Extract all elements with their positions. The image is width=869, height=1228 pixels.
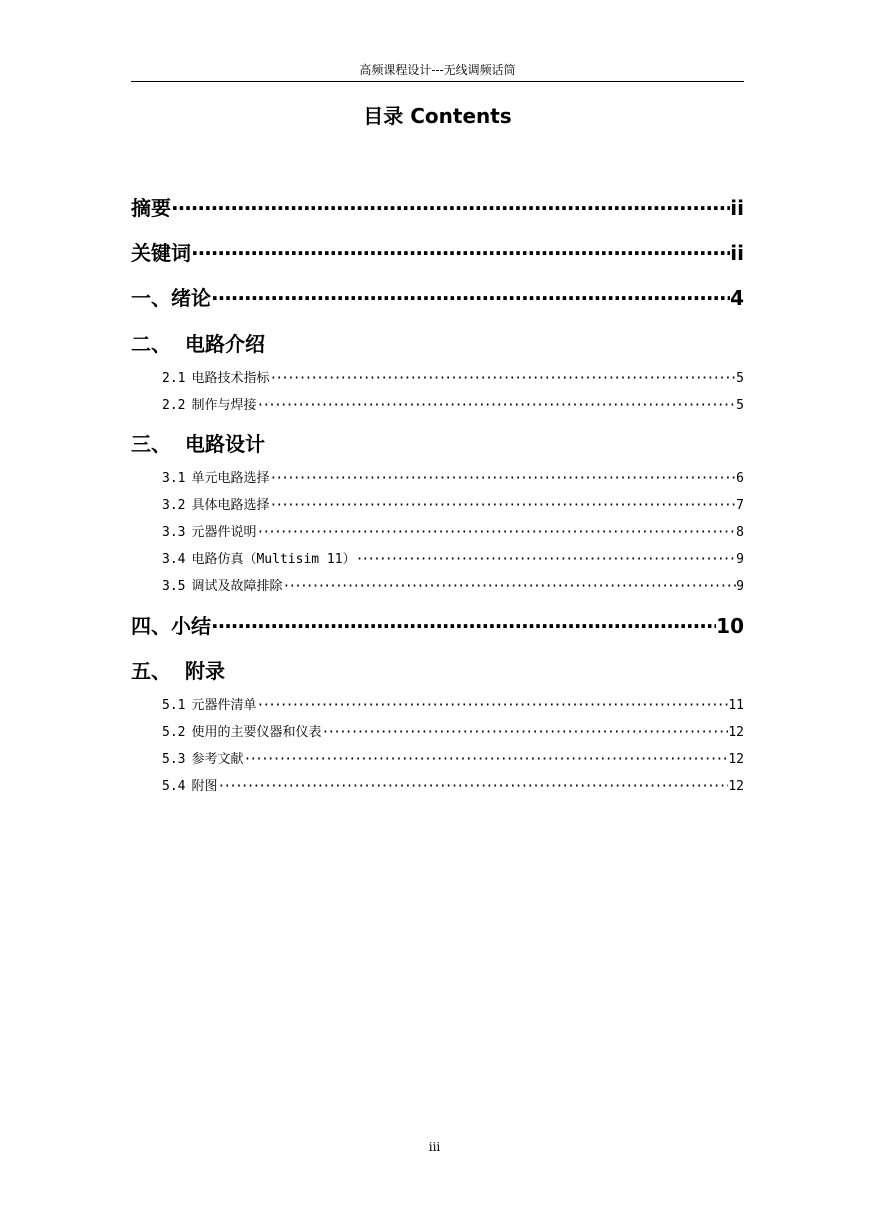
toc-subentry-3-5[interactable]	[162, 578, 744, 596]
toc-entry-circuit-intro[interactable]	[131, 331, 744, 357]
toc-entry-summary[interactable]	[131, 613, 744, 639]
toc-subentry-label: 附图	[191, 779, 218, 794]
toc-subentry-3-2[interactable]	[162, 497, 744, 515]
toc-entry-label: 摘要	[131, 196, 171, 220]
toc-dot-leader	[356, 551, 737, 569]
header-text: 高频课程设计---无线调频话筒	[359, 63, 516, 77]
page-number: iii	[428, 1140, 441, 1154]
toc-subentry-number: 3.5	[162, 579, 186, 594]
toc-dot-leader	[211, 285, 730, 311]
toc-dot-leader	[270, 470, 737, 488]
toc-subentry-number: 3.2	[162, 498, 186, 513]
toc-subentry-5-4[interactable]	[162, 778, 744, 796]
toc-subentry-page: 7	[736, 498, 744, 513]
toc-dot-leader	[218, 778, 729, 796]
toc-subentry-label: 元器件说明	[191, 525, 257, 540]
toc-subentry-page: 6	[736, 471, 744, 486]
toc-entry-number: 三、	[131, 432, 171, 456]
toc-subentry-page: 9	[736, 579, 744, 594]
toc-subentry-page: 5	[736, 371, 744, 386]
toc-subentry-label: 具体电路选择	[191, 498, 270, 513]
toc-subentry-number: 3.3	[162, 525, 186, 540]
toc-subentry-page: 12	[728, 779, 744, 794]
toc-entry-keywords[interactable]	[131, 240, 744, 266]
toc-entry-label: 关键词	[131, 241, 191, 265]
toc-subentry-number: 5.2	[162, 725, 186, 740]
toc-entry-circuit-design[interactable]	[131, 431, 744, 457]
toc-subentry-3-4[interactable]	[162, 551, 744, 569]
toc-subentry-number: 3.4	[162, 552, 186, 567]
toc-dot-leader	[257, 524, 737, 542]
toc-entry-label: 电路介绍	[185, 332, 265, 356]
toc-subentry-number: 5.1	[162, 698, 186, 713]
toc-subentry-page: 5	[736, 398, 744, 413]
toc-subentry-number: 3.1	[162, 471, 186, 486]
toc-entry-abstract[interactable]	[131, 195, 744, 221]
toc-entry-label: 附录	[185, 659, 225, 683]
toc-subentry-label: 单元电路选择	[191, 471, 270, 486]
toc-subentry-label: 调试及故障排除	[191, 579, 283, 594]
toc-entry-label: 小结	[171, 614, 211, 638]
toc-dot-leader	[191, 240, 730, 266]
toc-dot-leader	[270, 497, 737, 515]
toc-subentry-label: 电路技术指标	[191, 371, 270, 386]
toc-subentry-page: 8	[736, 525, 744, 540]
toc-entry-appendix[interactable]	[131, 658, 744, 684]
toc-dot-leader	[257, 397, 737, 415]
toc-subentry-5-2[interactable]	[162, 724, 744, 742]
toc-dot-leader	[322, 724, 729, 742]
toc-dot-leader	[283, 578, 737, 596]
toc-subentry-3-3[interactable]	[162, 524, 744, 542]
toc-subentry-3-1[interactable]	[162, 470, 744, 488]
toc-subentry-label: 制作与焊接	[191, 398, 257, 413]
toc-subentry-label: 参考文献	[191, 752, 244, 767]
toc-subentry-5-3[interactable]	[162, 751, 744, 769]
toc-subentry-2-2[interactable]	[162, 397, 744, 415]
page-title: 目录 Contents	[363, 104, 512, 128]
toc-subentry-page: 9	[736, 552, 744, 567]
toc-subentry-label: 使用的主要仪器和仪表	[191, 725, 322, 740]
toc-subentry-label: 电路仿真（Multisim 11）	[191, 552, 356, 567]
toc-entry-label: 电路设计	[185, 432, 265, 456]
toc-subentry-2-1[interactable]	[162, 370, 744, 388]
toc-subentry-number: 2.1	[162, 371, 186, 386]
toc-dot-leader	[171, 195, 730, 221]
toc-entry-page: ⅰⅰ	[730, 196, 744, 220]
toc-entry-page: 4	[730, 286, 744, 310]
toc-subentry-5-1[interactable]	[162, 697, 744, 715]
toc-entry-page: 10	[716, 614, 744, 638]
toc-entry-number: 二、	[131, 332, 171, 356]
toc-entry-number: 四、	[131, 614, 171, 638]
toc-subentry-page: 12	[728, 752, 744, 767]
toc-dot-leader	[270, 370, 737, 388]
page-footer	[0, 1140, 869, 1154]
toc-dot-leader	[244, 751, 729, 769]
toc-subentry-page: 11	[728, 698, 744, 713]
toc-subentry-number: 5.3	[162, 752, 186, 767]
toc-entry-label: 绪论	[171, 286, 211, 310]
toc-entry-page: ⅰⅰ	[730, 241, 744, 265]
toc-subentry-number: 5.4	[162, 779, 186, 794]
toc-entry-introduction[interactable]	[131, 285, 744, 311]
toc-subentry-label: 元器件清单	[191, 698, 257, 713]
toc-dot-leader	[257, 697, 729, 715]
toc-subentry-number: 2.2	[162, 398, 186, 413]
toc-entry-number: 五、	[131, 659, 171, 683]
toc-entry-number: 一、	[131, 286, 171, 310]
toc-dot-leader	[211, 613, 716, 639]
toc-subentry-page: 12	[728, 725, 744, 740]
page-header	[131, 62, 744, 82]
